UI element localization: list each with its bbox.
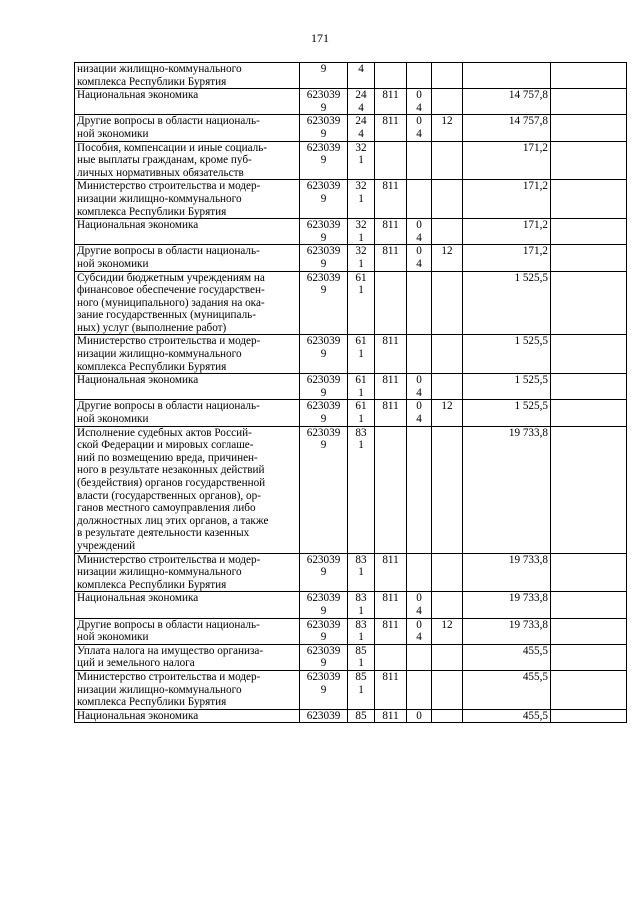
item-name-cell [75,553,300,592]
amount-text: 171,2 [522,180,548,193]
item-name-text: низации жилищно-коммунального комплекса Республики Бурятия [77,63,242,88]
section-cell [407,115,432,141]
amount-cell [463,219,551,245]
item-name-cell [75,426,300,553]
subsection-cell [432,115,463,141]
target-code-text: 623039 9 [306,115,341,140]
expense-type-text: 83 1 [355,553,367,579]
section-text: 0 4 [416,115,422,140]
ministry-code-cell [375,709,407,723]
expense-type-text: 32 1 [355,245,367,270]
expense-type-cell [348,426,375,553]
subsection-cell [432,180,463,219]
subsection-text: 12 [441,245,453,258]
subsection-cell [432,553,463,592]
item-name-cell [75,618,300,644]
ministry-code-text: 811 [382,670,399,683]
expense-type-text: 83 1 [355,426,367,452]
expense-type-text: 61 1 [355,374,367,399]
amount-cell [463,141,551,180]
expense-type-text: 85 [355,709,367,722]
empty-cell [551,553,627,592]
expense-type-cell [348,141,375,180]
empty-cell [551,63,627,89]
target-code-cell [300,618,348,644]
target-code-text: 623039 9 [306,271,341,297]
target-code-text: 623039 9 [306,141,341,167]
expense-type-text: 61 1 [355,271,367,297]
budget-table [74,62,627,723]
item-name-text: Субсидии бюджетным учреждениям на финансовое обеспечение государствен- ного (муниципального) задания на ока- зание государственных (муниципаль- ных) услуг (выполнение работ) [77,271,265,334]
item-name-text: Другие вопросы в области националь- ной экономики [77,400,260,426]
item-name-cell [75,115,300,141]
target-code-cell [300,89,348,115]
expense-type-text: 83 1 [355,618,367,644]
expense-type-cell [348,63,375,89]
empty-cell [551,670,627,709]
amount-cell [463,592,551,618]
target-code-cell [300,374,348,400]
subsection-cell [432,271,463,335]
section-cell [407,89,432,115]
ministry-code-cell [375,426,407,553]
empty-cell [551,335,627,374]
ministry-code-text: 811 [382,89,399,102]
expense-type-text: 24 4 [355,89,367,114]
target-code-cell [300,115,348,141]
ministry-code-text: 811 [382,709,399,722]
amount-cell [463,670,551,709]
item-name-cell [75,644,300,670]
item-name-cell [75,219,300,245]
item-name-text: Пособия, компенсации и иные социаль- ные выплаты гражданам, кроме пуб- личных нормативных обязательств [77,141,268,179]
amount-cell [463,553,551,592]
amount-text: 1 525,5 [514,374,548,387]
table-row [75,400,627,426]
target-code-text: 623039 9 [306,426,341,452]
amount-text: 14 757,8 [508,115,548,128]
empty-cell [551,271,627,335]
ministry-code-cell [375,219,407,245]
section-cell [407,335,432,374]
subsection-cell [432,219,463,245]
target-code-text: 623039 9 [306,180,341,205]
empty-cell [551,219,627,245]
subsection-cell [432,709,463,723]
amount-text: 171,2 [522,141,548,154]
expense-type-text: 32 1 [355,141,367,167]
subsection-cell [432,618,463,644]
subsection-cell [432,374,463,400]
expense-type-cell [348,115,375,141]
ministry-code-cell [375,89,407,115]
ministry-code-text: 811 [382,180,399,193]
expense-type-cell [348,180,375,219]
item-name-text: Национальная экономика [77,219,199,232]
subsection-cell [432,644,463,670]
ministry-code-cell [375,63,407,89]
empty-cell [551,141,627,180]
expense-type-text: 85 1 [355,670,367,696]
table-row [75,670,627,709]
item-name-cell [75,271,300,335]
subsection-cell [432,426,463,553]
item-name-text: Уплата налога на имущество организа- ций и земельного налога [77,644,264,670]
amount-text: 14 757,8 [508,89,548,102]
ministry-code-text: 811 [382,245,399,258]
item-name-cell [75,63,300,89]
expense-type-cell [348,709,375,723]
section-cell [407,219,432,245]
amount-text: 171,2 [522,219,548,232]
expense-type-text: 85 1 [355,644,367,670]
item-name-cell [75,141,300,180]
ministry-code-text: 811 [382,553,399,566]
ministry-code-cell [375,374,407,400]
target-code-cell [300,426,348,553]
expense-type-cell [348,271,375,335]
target-code-text: 623039 9 [306,89,341,114]
subsection-cell [432,141,463,180]
empty-cell [551,618,627,644]
amount-text: 455,5 [522,709,548,722]
section-cell [407,271,432,335]
expense-type-text: 61 1 [355,400,367,426]
item-name-cell [75,400,300,426]
amount-cell [463,400,551,426]
amount-cell [463,63,551,89]
empty-cell [551,115,627,141]
expense-type-text: 4 [358,63,364,75]
target-code-text: 623039 9 [306,592,341,617]
target-code-text: 623039 9 [306,245,341,270]
ministry-code-cell [375,180,407,219]
table-body [75,63,627,723]
empty-cell [551,400,627,426]
subsection-text: 12 [441,618,453,631]
expense-type-cell [348,644,375,670]
ministry-code-cell [375,245,407,271]
subsection-cell [432,400,463,426]
target-code-cell [300,245,348,271]
subsection-cell [432,670,463,709]
table-row [75,553,627,592]
table-row [75,374,627,400]
ministry-code-cell [375,115,407,141]
item-name-text: Национальная экономика [77,592,199,605]
section-text: 0 [416,709,422,722]
table-row [75,335,627,374]
subsection-cell [432,335,463,374]
expense-type-cell [348,89,375,115]
expense-type-cell [348,592,375,618]
amount-text: 1 525,5 [514,400,548,413]
empty-cell [551,592,627,618]
empty-cell [551,89,627,115]
subsection-cell [432,245,463,271]
ministry-code-text: 811 [382,400,399,413]
amount-cell [463,271,551,335]
item-name-text: Министерство строительства и модер- низации жилищно-коммунального комплекса Республики Бурятия [77,180,261,218]
section-cell [407,592,432,618]
section-cell [407,670,432,709]
amount-text: 19 733,8 [508,618,548,631]
expense-type-cell [348,219,375,245]
section-cell [407,553,432,592]
amount-text: 455,5 [522,670,548,683]
target-code-cell [300,180,348,219]
item-name-cell [75,374,300,400]
ministry-code-cell [375,271,407,335]
target-code-cell [300,400,348,426]
section-cell [407,400,432,426]
table-row [75,89,627,115]
amount-cell [463,426,551,553]
expense-type-cell [348,618,375,644]
table-row [75,180,627,219]
amount-cell [463,618,551,644]
item-name-cell [75,89,300,115]
ministry-code-text: 811 [382,592,399,605]
ministry-code-text: 811 [382,115,399,128]
section-text: 0 4 [416,400,422,426]
empty-cell [551,374,627,400]
target-code-text: 623039 9 [306,618,341,644]
expense-type-text: 24 4 [355,115,367,140]
target-code-text: 623039 [306,709,341,722]
target-code-cell [300,141,348,180]
subsection-text: 12 [441,400,453,413]
ministry-code-cell [375,400,407,426]
target-code-text: 623039 9 [306,219,341,244]
ministry-code-text: 811 [382,219,399,232]
section-cell [407,180,432,219]
section-cell [407,245,432,271]
ministry-code-text: 811 [382,335,399,348]
item-name-text: Другие вопросы в области националь- ной экономики [77,245,260,270]
amount-text: 455,5 [522,644,548,657]
table-row [75,592,627,618]
section-cell [407,618,432,644]
item-name-cell [75,245,300,271]
ministry-code-cell [375,644,407,670]
empty-cell [551,644,627,670]
ministry-code-cell [375,618,407,644]
section-text: 0 4 [416,592,422,617]
ministry-code-text: 811 [382,618,399,631]
amount-text: 171,2 [522,245,548,258]
amount-cell [463,89,551,115]
section-cell [407,426,432,553]
section-text: 0 4 [416,374,422,399]
amount-cell [463,115,551,141]
target-code-cell [300,219,348,245]
expense-type-cell [348,374,375,400]
target-code-text: 623039 9 [306,644,341,670]
expense-type-text: 83 1 [355,592,367,617]
table-row [75,115,627,141]
section-cell [407,63,432,89]
expense-type-text: 32 1 [355,219,367,244]
item-name-cell [75,709,300,723]
target-code-text: 623039 9 [306,553,341,579]
target-code-text: 623039 9 [306,400,341,426]
target-code-text: 9 [320,63,327,75]
table-row [75,245,627,271]
item-name-text: Национальная экономика [77,709,199,722]
amount-text: 1 525,5 [514,271,548,284]
table-row [75,426,627,553]
expense-type-cell [348,335,375,374]
table-row [75,63,627,89]
target-code-cell [300,271,348,335]
table-row [75,709,627,723]
item-name-cell [75,592,300,618]
amount-text: 19 733,8 [508,426,548,439]
empty-cell [551,180,627,219]
target-code-text: 623039 9 [306,670,341,696]
target-code-cell [300,592,348,618]
amount-cell [463,180,551,219]
target-code-cell [300,553,348,592]
ministry-code-cell [375,592,407,618]
target-code-text: 623039 9 [306,374,341,399]
amount-cell [463,644,551,670]
item-name-text: Исполнение судебных актов Россий- ской Федерации и мировых соглаше- ний по возмещению вреда, причинен- ного в результате незаконных действий (бездействия) органов государственной власти (государственных органов), ор- ганов местного самоуправления либо должностных лиц этих органов, а также в результате деятельности казенных учреждений [77,426,269,552]
empty-cell [551,245,627,271]
amount-cell [463,245,551,271]
expense-type-text: 61 1 [355,335,367,361]
subsection-cell [432,63,463,89]
subsection-text: 12 [441,115,453,128]
section-cell [407,141,432,180]
empty-cell [551,709,627,723]
subsection-cell [432,592,463,618]
section-text: 0 4 [416,618,422,644]
ministry-code-cell [375,553,407,592]
item-name-cell [75,180,300,219]
subsection-cell [432,89,463,115]
item-name-text: Другие вопросы в области националь- ной экономики [77,618,260,644]
target-code-cell [300,63,348,89]
target-code-cell [300,670,348,709]
section-text: 0 4 [416,219,422,244]
table-row [75,644,627,670]
target-code-cell [300,709,348,723]
amount-text: 19 733,8 [508,553,548,566]
item-name-cell [75,670,300,709]
table-row [75,618,627,644]
amount-cell [463,335,551,374]
section-cell [407,709,432,723]
amount-text: 1 525,5 [514,335,548,348]
section-cell [407,644,432,670]
item-name-text: Национальная экономика [77,374,199,387]
section-text: 0 4 [416,245,422,270]
target-code-text: 623039 9 [306,335,341,361]
ministry-code-text: 811 [382,374,399,387]
expense-type-cell [348,400,375,426]
table-row [75,141,627,180]
expense-type-text: 32 1 [355,180,367,205]
table-row [75,271,627,335]
ministry-code-cell [375,335,407,374]
amount-cell [463,374,551,400]
expense-type-cell [348,670,375,709]
empty-cell [551,426,627,553]
item-name-text: Министерство строительства и модер- низации жилищно-коммунального комплекса Республики Бурятия [77,553,261,591]
expense-type-cell [348,245,375,271]
amount-text: 19 733,8 [508,592,548,605]
ministry-code-cell [375,670,407,709]
page-number: 171 [311,31,329,45]
item-name-text: Министерство строительства и модер- низации жилищно-коммунального комплекса Республики Бурятия [77,670,261,709]
item-name-text: Национальная экономика [77,89,199,102]
item-name-cell [75,335,300,374]
target-code-cell [300,335,348,374]
section-text: 0 4 [416,89,422,114]
target-code-cell [300,644,348,670]
item-name-text: Министерство строительства и модер- низации жилищно-коммунального комплекса Республики Бурятия [77,335,261,373]
item-name-text: Другие вопросы в области националь- ной экономики [77,115,260,140]
ministry-code-cell [375,141,407,180]
amount-cell [463,709,551,723]
section-cell [407,374,432,400]
expense-type-cell [348,553,375,592]
table-row [75,219,627,245]
